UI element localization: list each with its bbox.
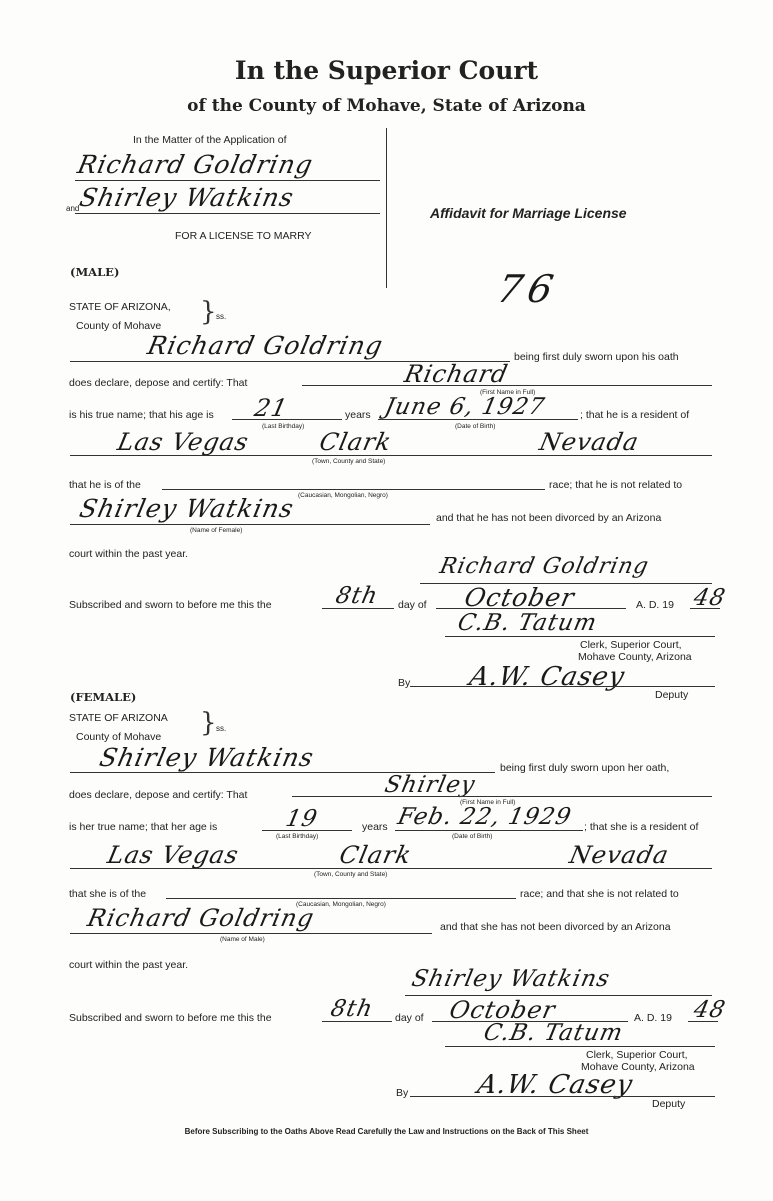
male-race-prefix: that he is of the bbox=[69, 479, 141, 491]
court-subtitle: of the County of Mohave, State of Arizona bbox=[187, 96, 586, 116]
male-day-handwriting: 8th bbox=[333, 583, 381, 609]
female-other-party-line bbox=[70, 933, 432, 934]
male-residence-line bbox=[70, 455, 712, 456]
female-first-name-handwriting: Shirley bbox=[382, 772, 478, 798]
female-dob-line bbox=[395, 830, 583, 831]
female-dob-caption: (Date of Birth) bbox=[452, 833, 493, 840]
female-day-line bbox=[322, 1021, 392, 1022]
female-court-text: court within the past year. bbox=[69, 959, 189, 971]
female-month-handwriting: October bbox=[447, 996, 559, 1024]
male-resident-text: ; that he is a resident of bbox=[580, 409, 690, 421]
applicant-1-line bbox=[75, 180, 380, 181]
female-affiant-handwriting: Shirley Watkins bbox=[96, 743, 317, 772]
female-years-label: years bbox=[362, 821, 388, 833]
male-first-name-line bbox=[302, 385, 712, 386]
female-ss: ss. bbox=[216, 724, 227, 733]
male-clerk-signature: C.B. Tatum bbox=[455, 610, 600, 636]
male-first-name-caption: (First Name in Full) bbox=[480, 389, 536, 396]
female-ad-text: A. D. 19 bbox=[634, 1012, 672, 1024]
and-label: and bbox=[66, 204, 80, 213]
license-label: FOR A LICENSE TO MARRY bbox=[175, 230, 312, 242]
female-true-name-text: is her true name; that her age is bbox=[69, 821, 218, 833]
male-other-party-handwriting: Shirley Watkins bbox=[76, 494, 297, 523]
female-clerk-county: Mohave County, Arizona bbox=[581, 1061, 695, 1073]
male-court-text: court within the past year. bbox=[69, 548, 189, 560]
male-first-name-handwriting: Richard bbox=[402, 360, 511, 388]
female-year-handwriting: 48 bbox=[691, 997, 729, 1023]
male-declare-text: does declare, depose and certify: That bbox=[69, 377, 248, 389]
female-day-label: day of bbox=[395, 1012, 424, 1024]
application-divider bbox=[386, 128, 387, 288]
male-clerk-line bbox=[445, 636, 715, 637]
form-title: Affidavit for Marriage License bbox=[430, 205, 627, 221]
male-subscribed-text: Subscribed and sworn to before me this the bbox=[69, 599, 272, 611]
male-true-name-text: is his true name; that his age is bbox=[69, 409, 214, 421]
male-dob-line bbox=[378, 419, 578, 420]
female-age-line bbox=[262, 830, 352, 831]
record-number-handwriting: 76 bbox=[493, 267, 564, 311]
male-deputy-label: Deputy bbox=[655, 689, 689, 701]
female-resident-text: ; that she is a resident of bbox=[584, 821, 699, 833]
female-town-handwriting: Las Vegas bbox=[105, 841, 242, 869]
female-state-label: STATE OF ARIZONA bbox=[69, 712, 168, 724]
female-declare-text: does declare, depose and certify: That bbox=[69, 789, 248, 801]
applicant-2-line bbox=[75, 213, 380, 214]
male-other-party-line bbox=[70, 524, 430, 525]
female-deputy-label: Deputy bbox=[652, 1098, 686, 1110]
female-brace: } bbox=[200, 708, 217, 738]
male-other-party-caption: (Name of Female) bbox=[190, 527, 243, 534]
male-month-handwriting: October bbox=[461, 583, 578, 612]
female-race-suffix: race; and that she is not related to bbox=[520, 888, 679, 900]
male-divorce-text: and that he has not been divorced by an Arizona bbox=[436, 512, 662, 524]
female-clerk-line bbox=[445, 1046, 715, 1047]
male-age-handwriting: 21 bbox=[252, 394, 291, 422]
male-year-handwriting: 48 bbox=[691, 585, 729, 611]
application-intro: In the Matter of the Application of bbox=[133, 134, 287, 146]
male-day-label: day of bbox=[398, 599, 427, 611]
female-deputy-line bbox=[410, 1096, 715, 1097]
male-state-handwriting: Nevada bbox=[537, 428, 642, 456]
male-deputy-signature: A.W. Casey bbox=[466, 662, 628, 692]
applicant-2-handwriting: Shirley Watkins bbox=[76, 183, 297, 212]
female-day-handwriting: 8th bbox=[328, 996, 376, 1022]
female-dob-handwriting: Feb. 22, 1929 bbox=[395, 804, 574, 830]
male-day-line bbox=[322, 608, 394, 609]
male-dob-caption: (Date of Birth) bbox=[455, 423, 496, 430]
male-deputy-line bbox=[410, 686, 715, 687]
female-signature-handwriting: Shirley Watkins bbox=[409, 966, 613, 992]
footer-notice: Before Subscribing to the Oaths Above Read Carefully the Law and Instructions on the Back of This Sheet bbox=[184, 1127, 589, 1136]
male-years-label: years bbox=[345, 409, 371, 421]
male-race-line bbox=[162, 489, 545, 490]
female-first-name-caption: (First Name in Full) bbox=[460, 799, 516, 806]
male-dob-handwriting: June 6, 1927 bbox=[382, 394, 548, 420]
male-race-caption: (Caucasian, Mongolian, Negro) bbox=[298, 492, 388, 499]
male-section-label: (MALE) bbox=[70, 265, 120, 279]
male-signature-handwriting: Richard Goldring bbox=[437, 554, 652, 579]
male-age-line bbox=[232, 419, 342, 420]
male-county-handwriting: Clark bbox=[317, 428, 395, 456]
male-year-line bbox=[690, 608, 720, 609]
male-affiant-handwriting: Richard Goldring bbox=[144, 331, 386, 360]
female-residence-line bbox=[70, 868, 712, 869]
female-residence-caption: (Town, County and State) bbox=[314, 871, 388, 878]
female-age-handwriting: 19 bbox=[283, 806, 321, 832]
applicant-1-handwriting: Richard Goldring bbox=[74, 150, 316, 179]
male-clerk-title: Clerk, Superior Court, bbox=[580, 639, 682, 651]
court-title: In the Superior Court bbox=[234, 56, 539, 85]
male-state-label: STATE OF ARIZONA, bbox=[69, 301, 171, 313]
male-brace: } bbox=[200, 297, 217, 327]
male-age-caption: (Last Birthday) bbox=[262, 423, 305, 430]
male-clerk-county: Mohave County, Arizona bbox=[578, 651, 692, 663]
male-town-handwriting: Las Vegas bbox=[115, 428, 252, 456]
female-deputy-signature: A.W. Casey bbox=[474, 1070, 636, 1100]
male-county-label: County of Mohave bbox=[76, 320, 162, 332]
female-clerk-signature: C.B. Tatum bbox=[481, 1020, 626, 1046]
female-signature-line bbox=[405, 995, 712, 996]
female-first-name-line bbox=[292, 796, 712, 797]
male-race-suffix: race; that he is not related to bbox=[549, 479, 683, 491]
female-subscribed-text: Subscribed and sworn to before me this the bbox=[69, 1012, 272, 1024]
female-sworn-text: being first duly sworn upon her oath, bbox=[500, 762, 670, 774]
male-ad-text: A. D. 19 bbox=[636, 599, 674, 611]
female-section-label: (FEMALE) bbox=[70, 690, 137, 704]
male-ss: ss. bbox=[216, 312, 227, 321]
female-other-party-caption: (Name of Male) bbox=[220, 936, 265, 943]
female-race-prefix: that she is of the bbox=[69, 888, 147, 900]
male-sworn-text: being first duly sworn upon his oath bbox=[514, 351, 679, 363]
female-year-line bbox=[688, 1021, 718, 1022]
female-county-handwriting: Clark bbox=[337, 841, 415, 869]
male-residence-caption: (Town, County and State) bbox=[312, 458, 386, 465]
female-other-party-handwriting: Richard Goldring bbox=[85, 904, 318, 932]
male-month-line bbox=[436, 608, 626, 609]
female-divorce-text: and that she has not been divorced by an Arizona bbox=[440, 921, 671, 933]
female-race-caption: (Caucasian, Mongolian, Negro) bbox=[296, 901, 386, 908]
female-county-label: County of Mohave bbox=[76, 731, 162, 743]
female-by-label: By bbox=[396, 1087, 409, 1099]
female-race-line bbox=[166, 898, 516, 899]
female-clerk-title: Clerk, Superior Court, bbox=[586, 1049, 688, 1061]
female-age-caption: (Last Birthday) bbox=[276, 833, 319, 840]
male-by-label: By bbox=[398, 677, 411, 689]
female-state-handwriting: Nevada bbox=[567, 841, 672, 869]
